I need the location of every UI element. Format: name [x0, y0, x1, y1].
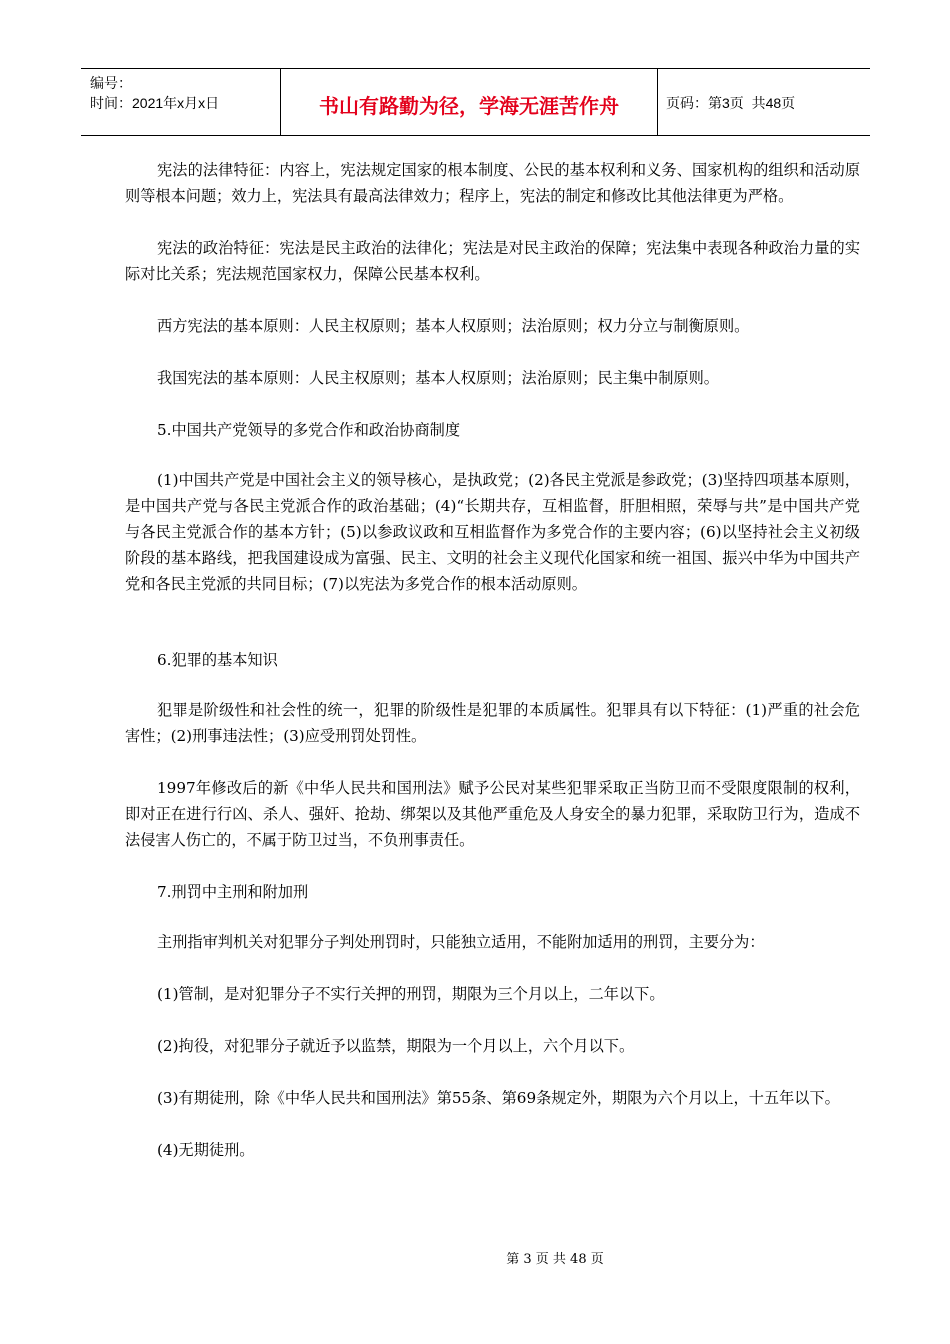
paragraph-multiparty-cooperation: (1)中国共产党是中国社会主义的领导核心，是执政党；(2)各民主党派是参政党；(3)坚持四项基本原则，是中国共产党与各民主党派合作的政治基础；(4)“长期共存，互相监督，肝胆相照，荣辱与共”是中国共产党与各民主党派合作的基本方针；(5)以参政议政和互相监督作为多党合作的主要内容；(6)以坚持社会主义初级阶段的基本路线，把我国建设成为富强、民主、文明的社会主义现代化国家和统一祖国、振兴中华为中国共产党和各民主党派的共同目标；(7)以宪法为多党合作的根本活动原则。 [125, 471, 860, 593]
list-item-control: (1)管制，是对犯罪分子不实行关押的刑罚，期限为三个月以上，二年以下。 [157, 985, 665, 1003]
section-heading-6: 6.犯罪的基本知识 [157, 651, 278, 669]
page-header [81, 68, 870, 136]
header-page-code: 页码：第3页 共48页 [666, 95, 796, 111]
header-info-cell [81, 69, 281, 135]
document-body [125, 157, 860, 1189]
paragraph-western-principles: 西方宪法的基本原则：人民主权原则；基本人权原则；法治原则；权力分立与制衡原则。 [157, 317, 750, 335]
time-label: 时间：2021年x月x日 [90, 95, 220, 111]
paragraph-principal-penalty: 主刑指审判机关对犯罪分子判处刑罚时，只能独立适用，不能附加适用的刑罚，主要分为： [157, 933, 765, 951]
list-item-detention: (2)拘役，对犯罪分子就近予以监禁，期限为一个月以上，六个月以下。 [157, 1037, 635, 1055]
paragraph-crime-features: 犯罪是阶级性和社会性的统一，犯罪的阶级性是犯罪的本质属性。犯罪具有以下特征：(1)严重的社会危害性；(2)刑事违法性；(3)应受刑罚处罚性。 [125, 701, 860, 745]
header-motto: 书山有路勤为径，学海无涯苦作舟 [281, 69, 658, 135]
list-item-life-imprisonment: (4)无期徒刑。 [157, 1141, 255, 1159]
page-footer: 第 3 页 共 48 页 [506, 1252, 604, 1267]
paragraph-legal-features: 宪法的法律特征：内容上，宪法规定国家的根本制度、公民的基本权利和义务、国家机构的组织和活动原则等根本问题；效力上，宪法具有最高法律效力；程序上，宪法的制定和修改比其他法律更为严格。 [125, 161, 860, 205]
list-item-fixed-term: (3)有期徒刑，除《中华人民共和国刑法》第55条、第69条规定外，期限为六个月以上，十五年以下。 [157, 1089, 840, 1107]
number-label: 编号： [90, 75, 132, 91]
paragraph-china-principles: 我国宪法的基本原则：人民主权原则；基本人权原则；法治原则；民主集中制原则。 [157, 369, 719, 387]
paragraph-political-features: 宪法的政治特征：宪法是民主政治的法律化；宪法是对民主政治的保障；宪法集中表现各种政治力量的实际对比关系；宪法规范国家权力，保障公民基本权利。 [125, 239, 860, 283]
paragraph-self-defense: 1997年修改后的新《中华人民共和国刑法》赋予公民对某些犯罪采取正当防卫而不受限度限制的权利，即对正在进行行凶、杀人、强奸、抢劫、绑架以及其他严重危及人身安全的暴力犯罪，采取防卫行为，造成不法侵害人伤亡的，不属于防卫过当，不负刑事责任。 [125, 779, 860, 849]
section-heading-7: 7.刑罚中主刑和附加刑 [157, 883, 309, 901]
section-heading-5: 5.中国共产党领导的多党合作和政治协商制度 [157, 421, 461, 439]
